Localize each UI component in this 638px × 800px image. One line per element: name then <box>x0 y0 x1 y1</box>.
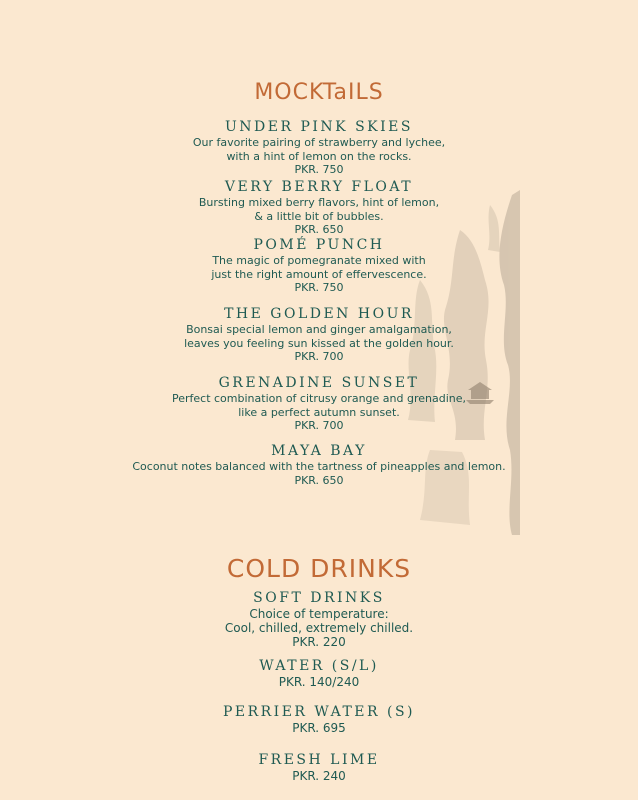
item-description: Perfect combination of citrusy orange and grenadine, <box>171 392 466 405</box>
item-name: POMÉ PUNCH <box>253 237 385 253</box>
menu-item-perrier-water <box>0 704 638 735</box>
cold-drinks-heading: COLD DRINKS <box>226 554 412 583</box>
menu-item-soft-drinks <box>0 590 638 649</box>
item-price: PKR. 695 <box>292 721 346 735</box>
item-price: PKR. 650 <box>294 223 344 236</box>
item-name: PERRIER WATER (S) <box>222 704 416 720</box>
item-price: PKR. 700 <box>294 419 344 432</box>
item-name: THE GOLDEN HOUR <box>224 306 414 322</box>
item-price: PKR. 750 <box>294 163 344 176</box>
menu-item-grenadine-sunset <box>0 375 638 433</box>
item-description: with a hint of lemon on the rocks. <box>226 149 412 163</box>
item-name: MAYA BAY <box>271 443 367 459</box>
item-price: PKR. 140/240 <box>278 675 360 689</box>
item-description: leaves you feeling sun kissed at the golden hour. <box>184 336 454 350</box>
menu-item-water <box>0 658 638 689</box>
menu-item-pome-punch <box>0 237 638 295</box>
item-description: just the right amount of effervescence. <box>211 267 427 281</box>
mocktails-heading: MOCKTaILS <box>254 80 384 105</box>
item-name: GRENADINE SUNSET <box>218 375 420 391</box>
menu-item-fresh-lime <box>0 752 638 783</box>
item-price: PKR. 750 <box>294 281 344 294</box>
item-price: PKR. 650 <box>294 473 344 487</box>
item-description: Our favorite pairing of strawberry and lychee, <box>192 136 446 149</box>
menu-item-under-pink-skies <box>0 119 638 177</box>
item-name: FRESH LIME <box>258 752 380 768</box>
item-name: UNDER PINK SKIES <box>225 119 413 135</box>
item-price: PKR. 240 <box>292 769 346 783</box>
item-name: WATER (S/L) <box>259 658 379 674</box>
menu-item-maya-bay <box>0 443 638 487</box>
item-description: The magic of pomegranate mixed with <box>212 254 426 267</box>
item-name: SOFT DRINKS <box>253 590 385 606</box>
item-price: PKR. 700 <box>294 350 344 363</box>
menu-item-very-berry-float <box>0 179 638 237</box>
item-price: PKR. 220 <box>292 635 346 649</box>
item-description: Bonsai special lemon and ginger amalgamation, <box>186 323 452 336</box>
item-description: & a little bit of bubbles. <box>254 209 384 223</box>
menu-item-the-golden-hour <box>0 306 638 364</box>
item-description: Bursting mixed berry flavors, hint of lemon, <box>198 196 440 209</box>
item-description: Coconut notes balanced with the tartness of pineapples and lemon. <box>132 460 506 473</box>
item-description: Choice of temperature: <box>249 607 389 621</box>
item-description: Cool, chilled, extremely chilled. <box>224 621 414 635</box>
item-name: VERY BERRY FLOAT <box>224 179 414 195</box>
item-description: like a perfect autumn sunset. <box>238 405 400 419</box>
